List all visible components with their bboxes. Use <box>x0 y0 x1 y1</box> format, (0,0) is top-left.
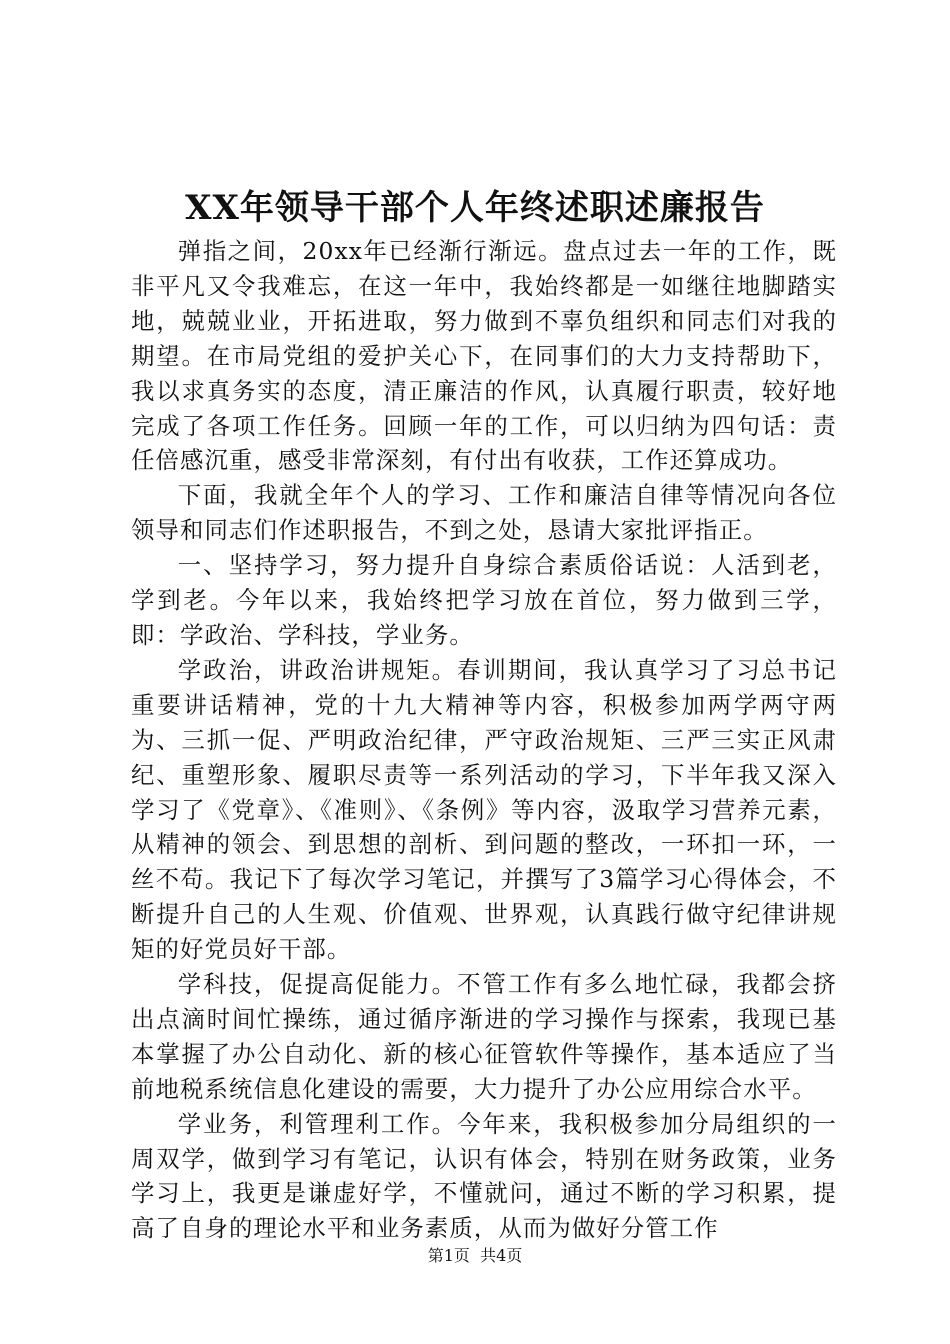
document-title: XX年领导干部个人年终述职述廉报告 <box>185 188 765 228</box>
paragraph-preface: 下面，我就全年个人的学习、工作和廉洁自律等情况向各位领导和同志们作述职报告，不到之处，恳请大家批评指正。 <box>131 481 837 545</box>
page-footer <box>0 1244 950 1268</box>
paragraph-section-one: 一、坚持学习，努力提升自身综合素质俗话说：人活到老，学到老。今年以来，我始终把学习放在首位，努力做到三学，即：学政治、学科技，学业务。 <box>131 551 837 649</box>
page-number-label: 第1页 共4页 <box>427 1246 523 1265</box>
paragraph-intro: 弹指之间，20xx年已经渐行渐远。盘点过去一年的工作，既非平凡又令我难忘，在这一年中，我始终都是一如继往地脚踏实地，兢兢业业，开拓进取，努力做到不辜负组织和同志们对我的期望。在市局党组的爱护关心下，在同事们的大力支持帮助下，我以求真务实的态度，清正廉洁的作风，认真履行职责，较好地完成了各项工作任务。回顾一年的工作，可以归纳为四句话：责任倍感沉重，感受非常深刻，有付出有收获，工作还算成功。 <box>131 237 837 475</box>
paragraph-study-business: 学业务，利管理利工作。今年来，我积极参加分局组织的一周双学，做到学习有笔记，认识有体会，特别在财务政策，业务学习上，我更是谦虚好学，不懂就问，通过不断的学习积累，提高了自身的理论水平和业务素质，从而为做好分管工作 <box>131 1109 837 1243</box>
paragraph-study-politics: 学政治，讲政治讲规矩。春训期间，我认真学习了习总书记重要讲话精神，党的十九大精神等内容，积极参加两学两守两为、三抓一促、严明政治纪律，严守政治规矩、三严三实正风肃纪、重塑形象、履职尽责等一系列活动的学习，下半年我又深入学习了《党章》、《准则》、《条例》等内容，汲取学习营养元素，从精神的领会、到思想的剖析、到问题的整改，一环扣一环，一丝不苟。我记下了每次学习笔记，并撰写了3篇学习心得体会，不断提升自己的人生观、价值观、世界观，认真践行做守纪律讲规矩的好党员好干部。 <box>131 655 837 964</box>
document-body <box>131 234 837 1246</box>
paragraph-study-technology: 学科技，促提高促能力。不管工作有多么地忙碌，我都会挤出点滴时间忙操练，通过循序渐进的学习操作与探索，我现已基本掌握了办公自动化、新的核心征管软件等操作，基本适应了当前地税系统信息化建设的需要，大力提升了办公应用综合水平。 <box>131 970 837 1103</box>
